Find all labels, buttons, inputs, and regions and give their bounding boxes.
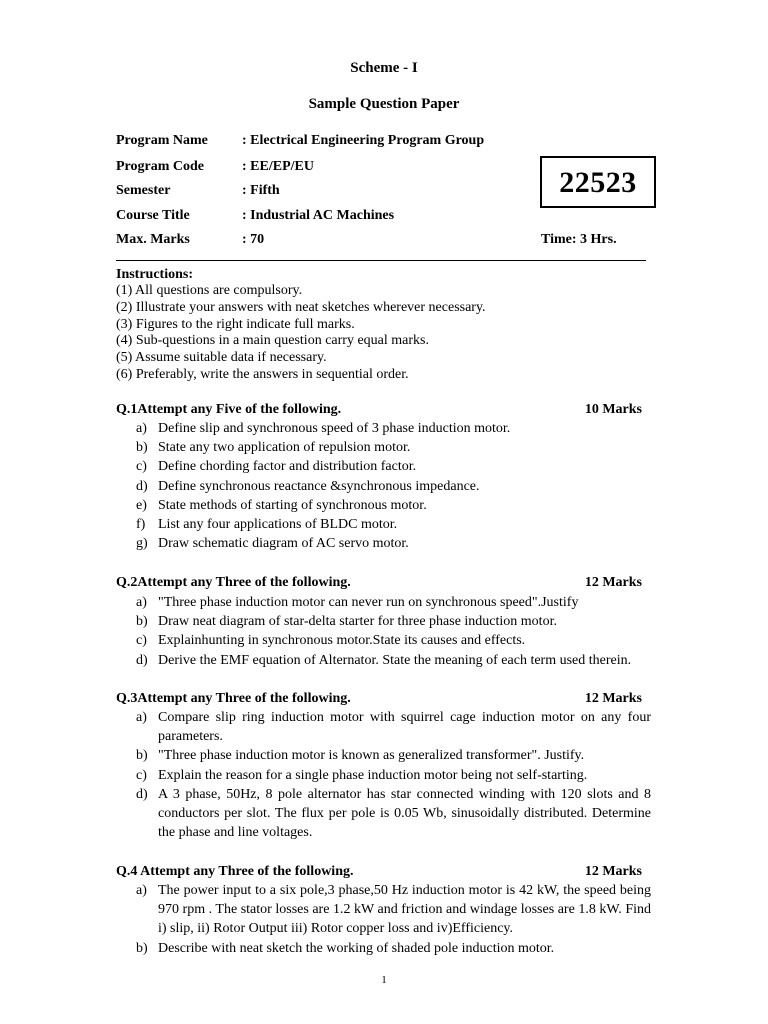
question-marks: 12 Marks xyxy=(584,691,642,706)
question-2-heading xyxy=(116,574,642,592)
question-4-list xyxy=(136,881,651,958)
sub-question-label: b) xyxy=(136,614,148,630)
sub-question-label: b) xyxy=(136,440,148,456)
instruction-item: (4) Sub-questions in a main question carry equal marks. xyxy=(116,333,429,349)
sub-question-label: a) xyxy=(136,883,147,898)
question-marks: 10 Marks xyxy=(584,402,642,417)
meta-value: : EE/EP/EU xyxy=(242,159,314,174)
sub-question xyxy=(136,746,651,765)
sub-question xyxy=(136,785,651,843)
exam-duration: Time: 3 Hrs. xyxy=(541,232,617,247)
sub-question-text: A 3 phase, 50Hz, 8 pole alternator has star connected winding with 120 slots and 8 conductors per slot. The flux per pole is 0.05 Wb, sinusoidally distributed. Determine the phase and line voltages. xyxy=(158,786,651,841)
meta-label: Max. Marks xyxy=(116,232,190,247)
meta-value: : Industrial AC Machines xyxy=(242,208,395,223)
sub-question xyxy=(136,419,651,438)
sub-question-label: d) xyxy=(136,478,148,494)
instruction-item: (2) Illustrate your answers with neat sketches wherever necessary. xyxy=(116,299,486,315)
instruction-item: (3) Figures to the right indicate full marks. xyxy=(116,316,355,332)
sub-question xyxy=(136,534,651,553)
page-number: 1 xyxy=(381,974,387,986)
sub-question-label: b) xyxy=(136,748,148,764)
sub-question-label: d) xyxy=(136,652,148,668)
question-3-list xyxy=(136,708,651,842)
question-2-list xyxy=(136,593,651,670)
instruction-item: (5) Assume suitable data if necessary. xyxy=(116,350,327,366)
sub-question xyxy=(136,612,651,631)
course-code-box: 22523 xyxy=(540,156,656,208)
question-marks: 12 Marks xyxy=(584,864,642,879)
scheme-label: Scheme - I xyxy=(350,60,418,76)
sub-question xyxy=(136,939,651,958)
sub-question-label: a) xyxy=(136,710,147,725)
sub-question xyxy=(136,593,651,612)
question-heading-text: Q.1Attempt any Five of the following. xyxy=(116,402,342,417)
meta-label: Program Code xyxy=(116,159,204,174)
meta-value: : Electrical Engineering Program Group xyxy=(242,133,485,148)
sub-question xyxy=(136,708,651,746)
question-1-heading xyxy=(116,401,642,419)
instruction-item: (6) Preferably, write the answers in sequential order. xyxy=(116,366,409,382)
sub-question xyxy=(136,631,651,650)
sub-question xyxy=(136,496,651,515)
sub-question-label: c) xyxy=(136,459,147,475)
sub-question-text: Derive the EMF equation of Alternator. State the meaning of each term used therein. xyxy=(158,652,632,668)
sub-question-label: c) xyxy=(136,633,147,649)
sub-question-text: Describe with neat sketch the working of shaded pole induction motor. xyxy=(158,940,555,956)
sub-question xyxy=(136,438,651,457)
meta-value: : Fifth xyxy=(242,183,280,198)
meta-label: Course Title xyxy=(116,208,190,223)
sub-question xyxy=(136,515,651,534)
sub-question-label: f) xyxy=(136,517,146,533)
sub-question xyxy=(136,477,651,496)
sub-question-label: e) xyxy=(136,497,147,513)
question-marks: 12 Marks xyxy=(584,575,642,590)
sub-question-text: Draw neat diagram of star-delta starter for three phase induction motor. xyxy=(158,614,557,630)
instructions-heading: Instructions: xyxy=(116,267,194,282)
question-heading-text: Q.3Attempt any Three of the following. xyxy=(116,691,351,706)
sub-question-label: c) xyxy=(136,767,147,783)
sub-question-text: State any two application of repulsion motor. xyxy=(158,440,411,456)
sub-question-text: Compare slip ring induction motor with squirrel cage induction motor on any four parameters. xyxy=(158,710,651,745)
question-heading-text: Q.2Attempt any Three of the following. xyxy=(116,575,351,590)
sub-question-text: List any four applications of BLDC motor. xyxy=(158,517,398,533)
meta-label: Semester xyxy=(116,183,171,198)
sub-question-label: g) xyxy=(136,536,148,552)
question-3-heading xyxy=(116,690,642,708)
sub-question-text: Define synchronous reactance &synchronous impedance. xyxy=(158,478,480,494)
question-4-heading xyxy=(116,863,642,881)
sub-question xyxy=(136,881,651,939)
meta-label: Program Name xyxy=(116,133,208,148)
sub-question-label: b) xyxy=(136,940,148,956)
instruction-item: (1) All questions are compulsory. xyxy=(116,283,303,298)
meta-value: : 70 xyxy=(242,232,265,247)
sub-question xyxy=(136,766,651,785)
sub-question-text: Explainhunting in synchronous motor.State its causes and effects. xyxy=(158,633,526,649)
sub-question-text: "Three phase induction motor is known as generalized transformer". Justify. xyxy=(158,748,585,764)
sub-question-label: a) xyxy=(136,421,147,436)
sub-question-text: "Three phase induction motor can never run on synchronous speed".Justify xyxy=(158,595,579,610)
question-1-list xyxy=(136,419,651,553)
sub-question-text: The power input to a six pole,3 phase,50 Hz induction motor is 42 kW, the speed being 970 rpm . The stator losses are 1.2 kW and friction and windage losses are 1.8 kW. Find i) slip, ii) Rotor Output iii) Rotor copper loss and iv)Efficiency. xyxy=(158,883,651,937)
sub-question xyxy=(136,651,651,670)
sub-question-label: d) xyxy=(136,786,148,802)
header-divider xyxy=(116,260,646,261)
sub-question-text: Define chording factor and distribution factor. xyxy=(158,459,417,475)
sub-question-text: State methods of starting of synchronous motor. xyxy=(158,497,427,513)
instructions-list xyxy=(116,283,656,384)
sub-question-text: Define slip and synchronous speed of 3 phase induction motor. xyxy=(158,421,511,436)
sub-question xyxy=(136,457,651,476)
sub-question-text: Explain the reason for a single phase induction motor being not self-starting. xyxy=(158,767,588,783)
sub-question-label: a) xyxy=(136,595,147,610)
question-heading-text: Q.4 Attempt any Three of the following. xyxy=(116,864,354,879)
sub-question-text: Draw schematic diagram of AC servo motor. xyxy=(158,536,409,552)
paper-title: Sample Question Paper xyxy=(308,96,460,112)
